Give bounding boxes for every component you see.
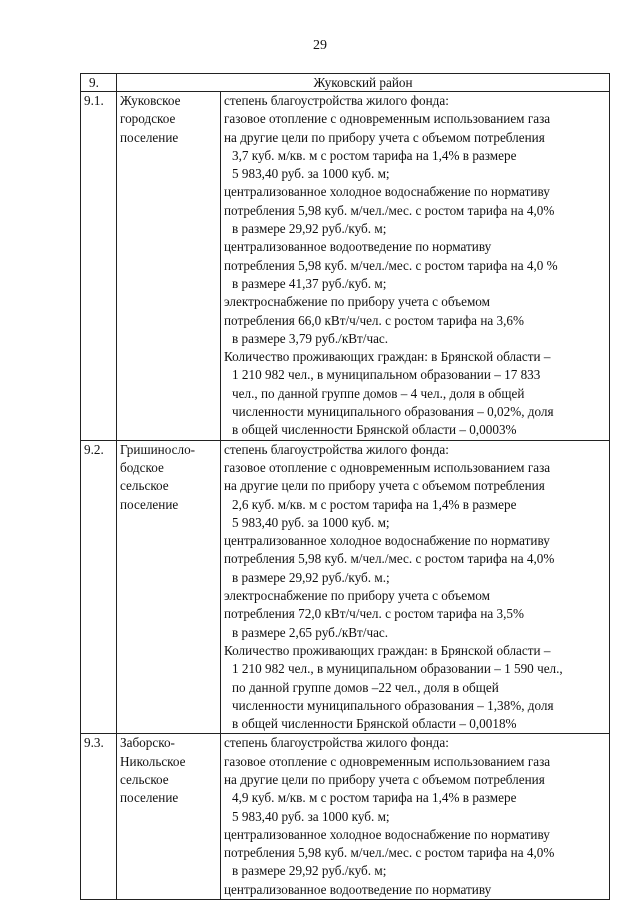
description-line: в размере 41,37 руб./куб. м; — [232, 275, 387, 291]
description-line: потребления 5,98 куб. м/чел./мес. с ростом тарифа на 4,0% — [224, 202, 555, 218]
description-line: централизованное водоотведение по нормативу — [224, 881, 492, 897]
description-line: 1 210 982 чел., в муниципальном образовании – 1 590 чел., — [232, 661, 563, 677]
description-line: 4,9 куб. м/кв. м с ростом тарифа на 1,4% в размере — [232, 790, 517, 806]
description-line: потребления 66,0 кВт/ч/чел. с ростом тарифа на 3,6% — [224, 312, 524, 328]
settlement-name-line: Заборско- — [120, 735, 175, 751]
settlement-name-line: городское — [120, 111, 176, 127]
description-line: электроснабжение по прибору учета с объемом — [224, 294, 490, 310]
header-title: Жуковский район — [117, 74, 610, 92]
description-line: централизованное холодное водоснабжение по нормативу — [224, 826, 550, 842]
description-line: потребления 5,98 куб. м/чел./мес. с ростом тарифа на 4,0% — [224, 551, 555, 567]
settlement-name-line: Жуковское — [120, 93, 181, 108]
settlement-name — [117, 440, 221, 734]
description-line: газовое отопление с одновременным использованием газа — [224, 111, 551, 127]
description-line: чел., по данной группе домов – 4 чел., доля в общей — [232, 385, 525, 401]
table-header-row — [81, 74, 610, 92]
description-line: численности муниципального образования – 0,02%, доля — [232, 404, 554, 420]
description-line: потребления 72,0 кВт/ч/чел. с ростом тарифа на 3,5% — [224, 606, 524, 622]
description-line: потребления 5,98 куб. м/чел./мес. с ростом тарифа на 4,0 % — [224, 257, 558, 273]
description-line: 1 210 982 чел., в муниципальном образовании – 17 833 — [232, 367, 541, 383]
description-line: централизованное холодное водоснабжение по нормативу — [224, 184, 550, 200]
description-line: в общей численности Брянской области – 0,0003% — [232, 422, 517, 438]
description-line: 2,6 куб. м/кв. м с ростом тарифа на 1,4% в размере — [232, 496, 517, 512]
table-row — [81, 734, 610, 900]
tariff-description — [221, 92, 610, 441]
table-row — [81, 92, 610, 441]
description-line: в общей численности Брянской области – 0,0018% — [232, 716, 517, 732]
tariff-table — [80, 73, 610, 900]
description-line: газовое отопление с одновременным использованием газа — [224, 753, 551, 769]
settlement-name-line: сельское — [120, 478, 169, 494]
description-line: численности муниципального образования – 1,38%, доля — [232, 697, 554, 713]
settlement-name — [117, 734, 221, 900]
description-line: степень благоустройства жилого фонда: — [224, 441, 449, 457]
description-line: степень благоустройства жилого фонда: — [224, 735, 449, 751]
description-line: потребления 5,98 куб. м/чел./мес. с ростом тарифа на 4,0% — [224, 845, 555, 861]
description-line: централизованное водоотведение по нормативу — [224, 239, 492, 255]
description-line: 5 983,40 руб. за 1000 куб. м; — [232, 166, 390, 182]
settlement-name-line: поселение — [120, 496, 179, 512]
page-number: 29 — [313, 38, 327, 53]
tariff-description — [221, 440, 610, 734]
settlement-name-line: бодское — [120, 459, 164, 475]
description-line: по данной группе домов –22 чел., доля в общей — [232, 679, 499, 695]
description-line: в размере 29,92 руб./куб. м; — [232, 863, 387, 879]
description-line: в размере 2,65 руб./кВт/час. — [232, 624, 389, 640]
row-number: 9.1. — [81, 92, 117, 441]
settlement-name-line: поселение — [120, 129, 179, 145]
description-line: на другие цели по прибору учета с объемом потребления — [224, 478, 545, 494]
description-line: централизованное холодное водоснабжение по нормативу — [224, 533, 550, 549]
description-line: в размере 3,79 руб./кВт/час. — [232, 330, 389, 346]
description-line: 5 983,40 руб. за 1000 куб. м; — [232, 808, 390, 824]
description-line: 3,7 куб. м/кв. м с ростом тарифа на 1,4% в размере — [232, 147, 517, 163]
description-line: на другие цели по прибору учета с объемом потребления — [224, 129, 545, 145]
settlement-name-line: сельское — [120, 771, 169, 787]
settlement-name-line: поселение — [120, 790, 179, 806]
description-line: электроснабжение по прибору учета с объемом — [224, 588, 490, 604]
description-line: 5 983,40 руб. за 1000 куб. м; — [232, 514, 390, 530]
description-line: на другие цели по прибору учета с объемом потребления — [224, 771, 545, 787]
description-line: в размере 29,92 руб./куб. м.; — [232, 569, 390, 585]
tariff-description — [221, 734, 610, 900]
header-number: 9. — [81, 74, 117, 92]
settlement-name — [117, 92, 221, 441]
description-line: Количество проживающих граждан: в Брянской области – — [224, 642, 551, 658]
description-line: Количество проживающих граждан: в Брянской области – — [224, 349, 551, 365]
row-number: 9.3. — [81, 734, 117, 900]
description-line: в размере 29,92 руб./куб. м; — [232, 221, 387, 237]
row-number: 9.2. — [81, 440, 117, 734]
description-line: степень благоустройства жилого фонда: — [224, 93, 449, 108]
table-row — [81, 440, 610, 734]
description-line: газовое отопление с одновременным использованием газа — [224, 459, 551, 475]
settlement-name-line: Никольское — [120, 753, 186, 769]
settlement-name-line: Гришинослo- — [120, 441, 196, 457]
